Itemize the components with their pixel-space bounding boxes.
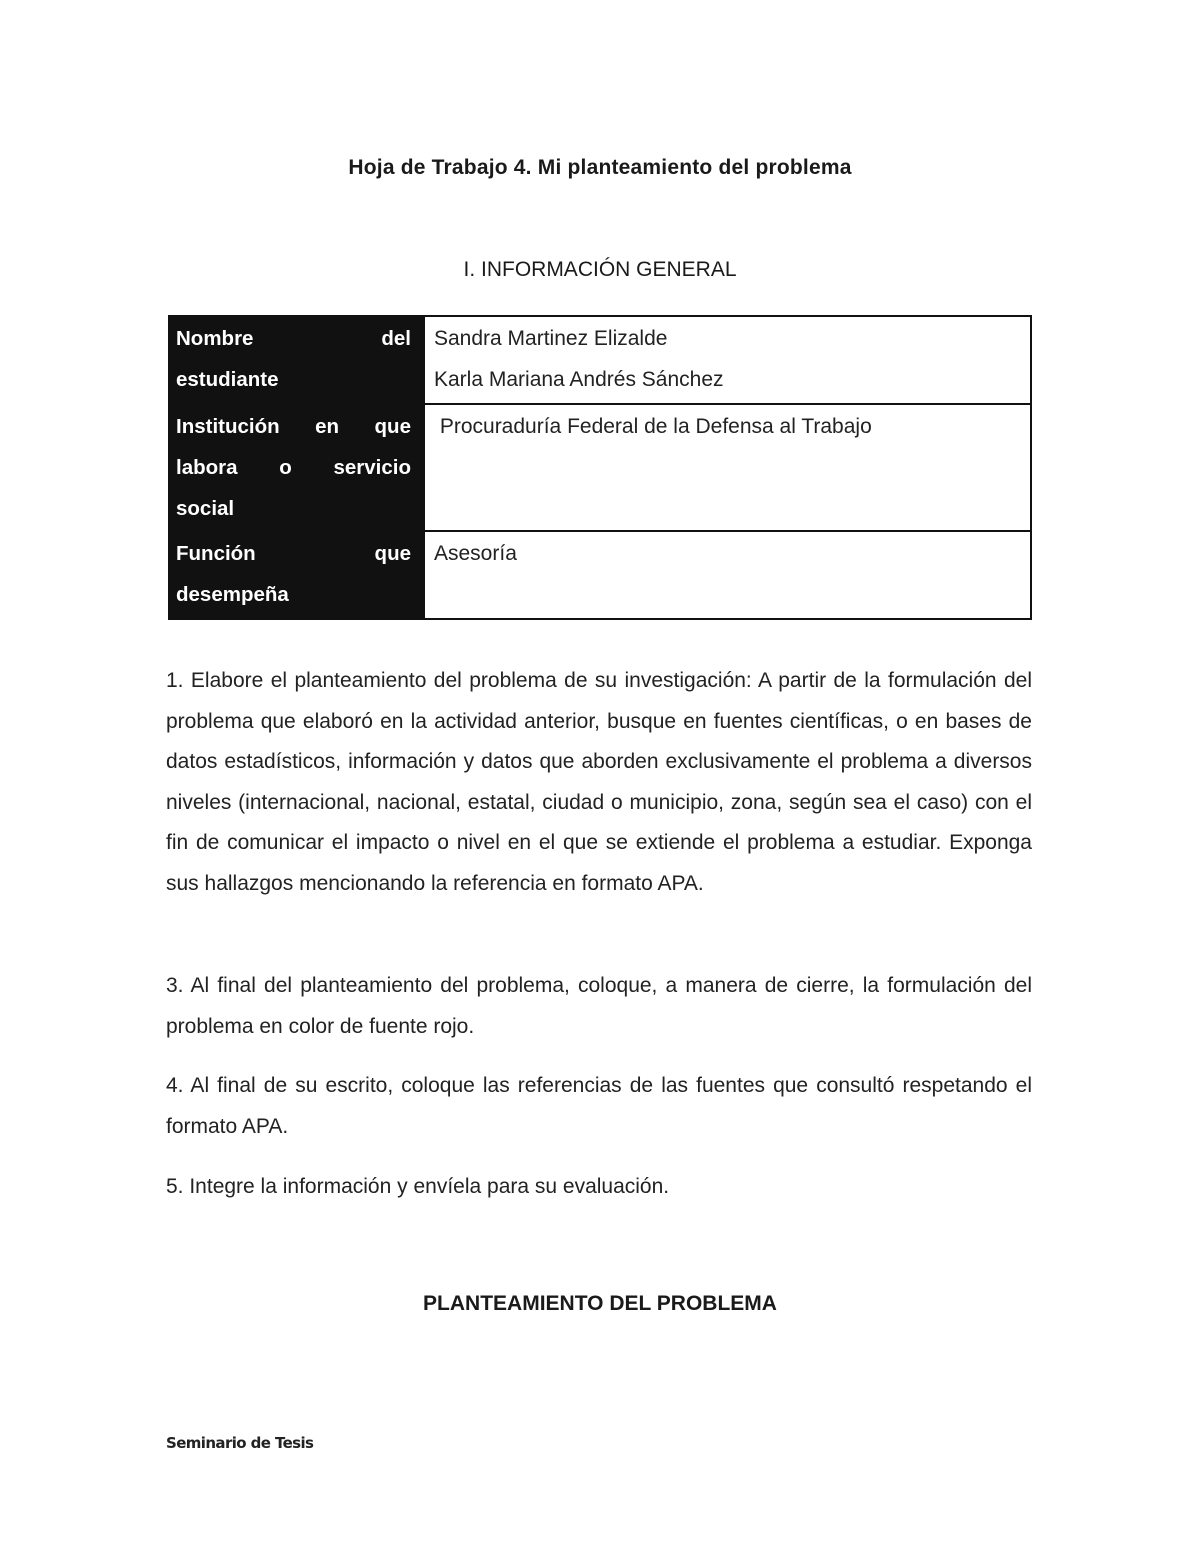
label-line: labora o servicio	[176, 455, 411, 479]
general-info-table	[168, 315, 1032, 620]
label-institution	[168, 404, 424, 531]
value-institution	[424, 404, 1031, 531]
table-row-institution	[168, 404, 1031, 531]
label-function	[168, 531, 424, 619]
instruction-paragraph-3: 3. Al final del planteamiento del problema, coloque, a manera de cierre, la formulación del problema en color de fuente rojo.	[166, 974, 1032, 1038]
problem-statement-heading: PLANTEAMIENTO DEL PROBLEMA	[423, 1292, 777, 1315]
student-name-2: Karla Mariana Andrés Sánchez	[434, 367, 724, 391]
label-line: Función que	[176, 542, 411, 565]
label-student-name	[168, 316, 424, 404]
label-line: Nombre del	[176, 327, 411, 350]
student-name-1: Sandra Martinez Elizalde	[434, 327, 668, 350]
instruction-paragraph-5: 5. Integre la información y envíela para su evaluación.	[166, 1175, 670, 1198]
value-function	[424, 531, 1031, 619]
function-name: Asesoría	[434, 542, 517, 565]
institution-name: Procuraduría Federal de la Defensa al Trabajo	[434, 415, 872, 438]
label-line: estudiante	[176, 367, 279, 391]
label-line: social	[176, 496, 235, 520]
value-student-names	[424, 316, 1031, 404]
table-row-function	[168, 531, 1031, 619]
label-line: Institución en que	[176, 415, 411, 438]
document-title: Hoja de Trabajo 4. Mi planteamiento del problema	[348, 156, 852, 179]
instruction-paragraph-1: 1. Elabore el planteamiento del problema de su investigación: A partir de la formulación del problema que elaboró en la actividad anterior, busque en fuentes científicas, o en bases de datos estadísticos, información y datos que aborden exclusivamente el problema a diversos niveles (internacional, nacional, estatal, ciudad o municipio, zona, según sea el caso) con el fin de comunicar el impacto o nivel en el que se extiende el problema a estudiar. Exponga sus hallazgos mencionando la referencia en formato APA.	[166, 669, 1032, 895]
instruction-paragraph-4: 4. Al final de su escrito, coloque las referencias de las fuentes que consultó respetando el formato APA.	[166, 1074, 1032, 1138]
label-line: desempeña	[176, 582, 289, 606]
section-title-general-info: I. INFORMACIÓN GENERAL	[463, 258, 737, 281]
table-row-student-name	[168, 316, 1031, 404]
page-footer: Seminario de Tesis	[166, 1434, 314, 1452]
